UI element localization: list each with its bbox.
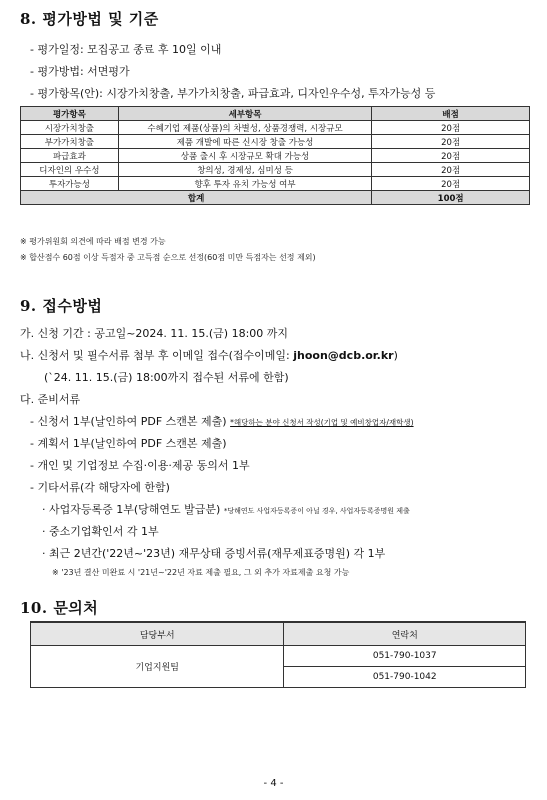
eval-cell: 제품 개발에 따른 신시장 창출 가능성 [118,135,371,149]
sec9-line-na [20,347,398,363]
sec9-line-na2: (`24. 11. 15.(금) 18:00까지 접수된 서류에 한함) [44,371,289,384]
table-row [21,163,530,177]
eval-cell: 20점 [372,149,530,163]
sec9-line-na-prefix: 나. 신청서 및 필수서류 첨부 후 이메일 접수(접수이메일: [20,349,294,362]
eval-cell: 20점 [372,135,530,149]
doc-item-1-text: - 신청서 1부(날인하여 PDF 스캔본 제출) [30,415,227,428]
contact-header-dept: 담당부서 [31,622,284,646]
doc-item-4: - 기타서류(각 해당자에 한함) [30,481,170,494]
eval-cell: 수혜기업 제품(상품)의 차별성, 상품경쟁력, 시장규모 [118,121,371,135]
eval-header-item: 평가항목 [21,107,119,121]
section-9-title: 9. 접수방법 [20,297,103,315]
eval-cell: 상품 출시 후 시장규모 확대 가능성 [118,149,371,163]
eval-cell: 20점 [372,177,530,191]
evaluation-table [20,106,530,205]
doc-item-1 [30,413,414,429]
eval-cell: 파급효과 [21,149,119,163]
sec8-item-2: - 평가방법: 서면평가 [30,65,130,78]
contact-header-phone: 연락처 [284,622,526,646]
contact-email: jhoon@dcb.or.kr [293,349,394,362]
table-total-row [21,191,530,205]
doc-sub-3-note: ※ '23년 결산 미완료 시 '21년~'22년 자료 제출 필요, 그 외 추가 자료제출 요청 가능 [52,568,350,577]
eval-cell: 시장가치창출 [21,121,119,135]
table-row [21,149,530,163]
doc-sub-1 [42,501,410,517]
table-row [21,121,530,135]
sec8-note-1: ※ 평가위원회 의견에 따라 배점 변경 가능 [20,237,166,246]
eval-cell: 20점 [372,121,530,135]
eval-header-detail: 세부항목 [118,107,371,121]
contact-table [30,621,526,688]
sec9-line-na-suffix: ) [393,349,398,362]
sec8-note-2: ※ 합산점수 60점 이상 득점자 중 고득점 순으로 선정(60점 미만 득점자는 선정 제외) [20,253,316,262]
sec9-line-ga: 가. 신청 기간 : 공고일~2024. 11. 15.(금) 18:00 까지 [20,327,289,340]
section-10-title: 10. 문의처 [20,599,99,617]
doc-sub-3: · 최근 2년간('22년~'23년) 재무상태 증빙서류(재무제표증명원) 각 1부 [42,547,386,560]
eval-cell: 창의성, 경제성, 심미성 등 [118,163,371,177]
table-row [31,646,526,667]
sec8-item-3: - 평가항목(안): 시장가치창출, 부가가치창출, 파급효과, 디자인우수성, 투자가능성 등 [30,87,436,100]
eval-header-score: 배점 [372,107,530,121]
total-value: 100점 [372,191,530,205]
doc-item-3: - 개인 및 기업정보 수집·이용·제공 동의서 1부 [30,459,250,472]
doc-sub-1-text: · 사업자등록증 1부(당해연도 발급분) [42,503,221,516]
contact-phone-1: 051-790-1037 [284,646,526,667]
total-label: 합계 [21,191,372,205]
eval-cell: 디자인의 우수성 [21,163,119,177]
doc-item-2: - 계획서 1부(날인하여 PDF 스캔본 제출) [30,437,227,450]
eval-cell: 부가가치창출 [21,135,119,149]
doc-sub-1-note: *당해연도 사업자등록증이 아닐 경우, 사업자등록증명원 제출 [223,507,410,515]
page-number: - 4 - [263,778,284,789]
table-row [21,135,530,149]
eval-cell: 20점 [372,163,530,177]
contact-dept: 기업지원팀 [31,646,284,688]
doc-sub-2: · 중소기업확인서 각 1부 [42,525,159,538]
section-8-title: 8. 평가방법 및 기준 [20,10,159,28]
table-row [21,177,530,191]
contact-phone-2: 051-790-1042 [284,667,526,688]
doc-item-1-note: *해당하는 분야 신청서 작성(기업 및 예비창업자/재학생) [230,418,414,427]
sec9-line-da: 다. 준비서류 [20,393,81,406]
sec8-item-1: - 평가일정: 모집공고 종료 후 10일 이내 [30,43,222,56]
eval-cell: 향후 투자 유치 가능성 여부 [118,177,371,191]
eval-cell: 투자가능성 [21,177,119,191]
